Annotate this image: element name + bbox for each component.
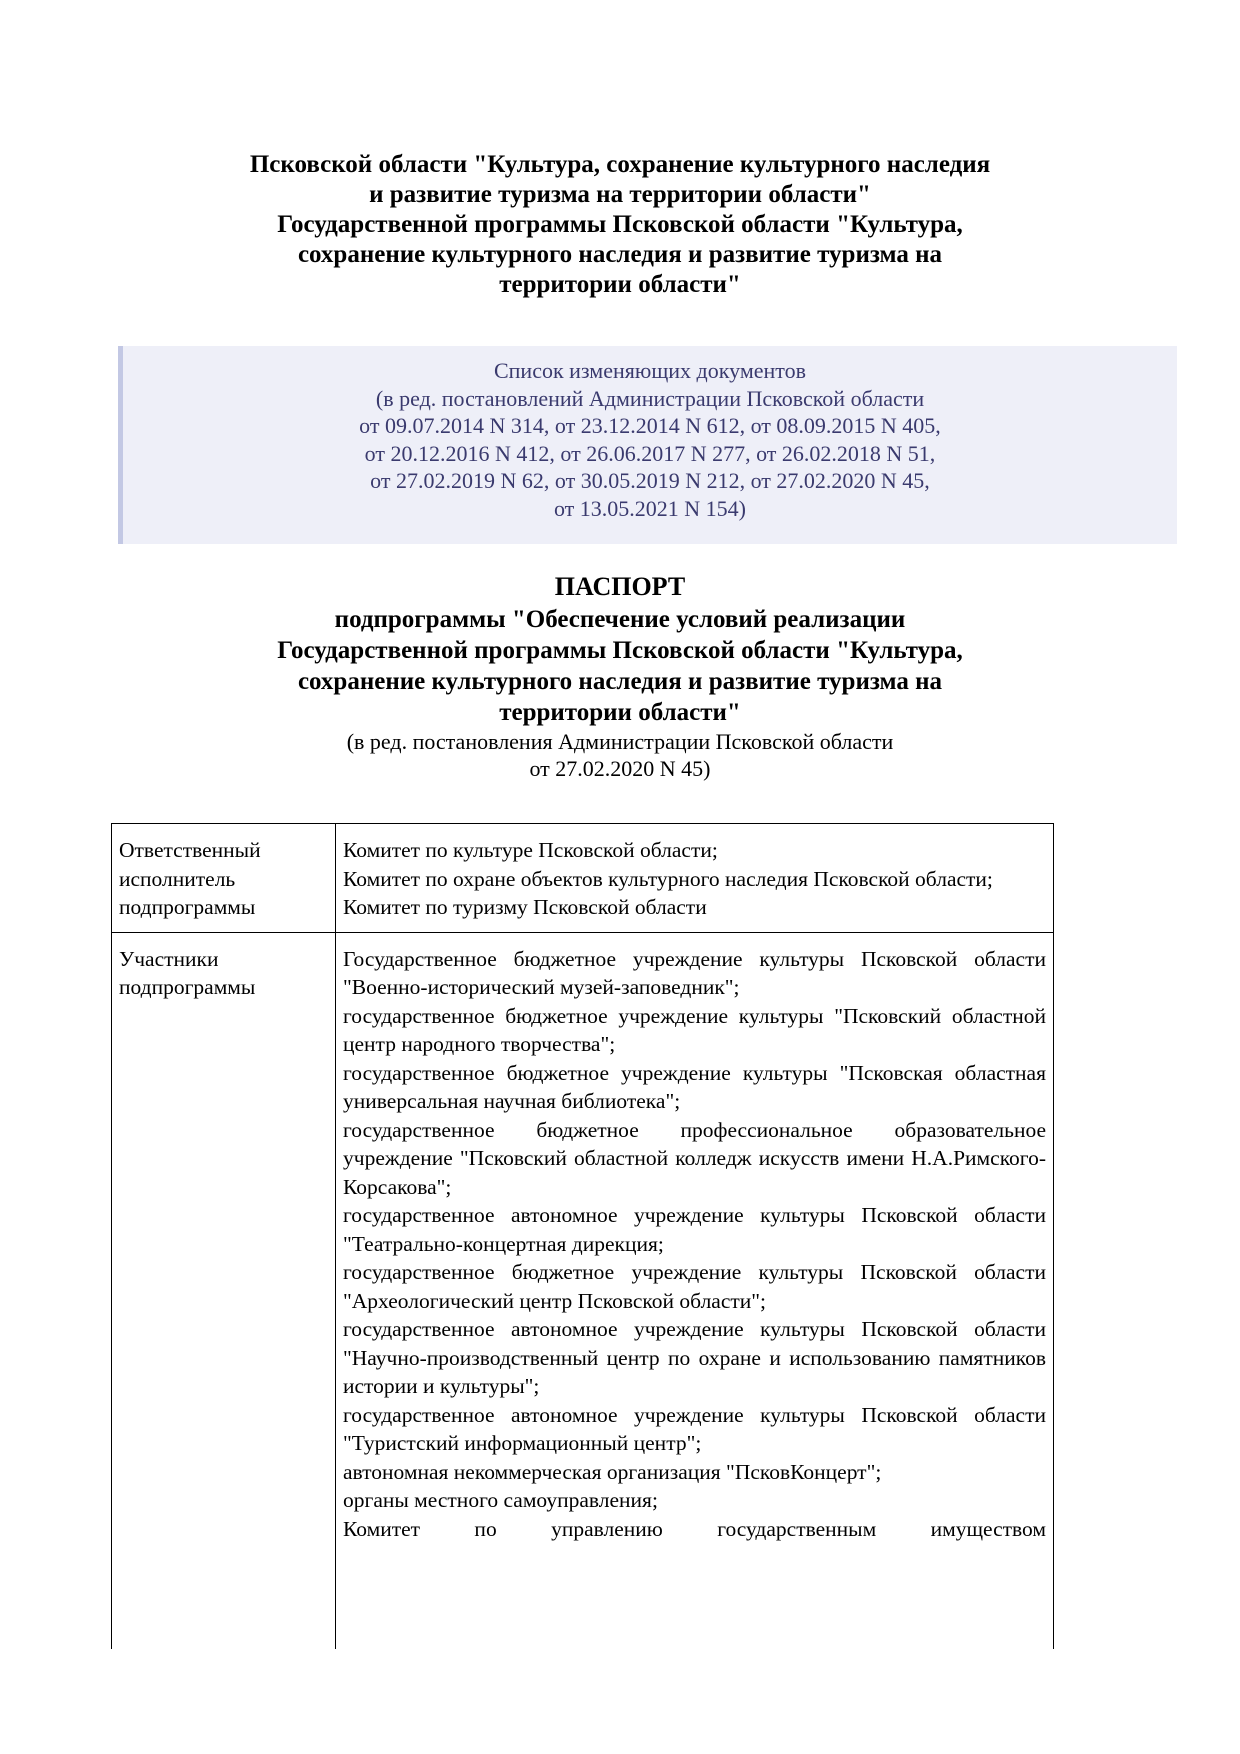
passport-subtitle-line: подпрограммы "Обеспечение условий реализации [334, 606, 906, 633]
passport-subtitle-line: сохранение культурного наследия и развитие туризма на [297, 668, 943, 695]
amending-documents-line: (в ред. постановлений Администрации Псковской области [375, 385, 925, 411]
value-line: государственное бюджетное учреждение культуры Псковской области "Археологический центр Псковской области"; [343, 1260, 1046, 1313]
table-row [112, 932, 1054, 1649]
amending-documents-line: от 27.02.2019 N 62, от 30.05.2019 N 212, от 27.02.2020 N 45, [370, 468, 930, 493]
table-row [112, 824, 1054, 933]
passport-title: ПАСПОРТ [554, 572, 686, 601]
value-line: государственное бюджетное учреждение культуры "Псковская областная универсальная научная библиотека"; [343, 1060, 1046, 1113]
value-line: Комитет по охране объектов культурного наследия Псковской области; [343, 866, 993, 891]
amending-documents-title: Список изменяющих документов [493, 358, 806, 383]
heading-line: Государственной программы Псковской области "Культура, [277, 211, 963, 238]
passport-header [120, 570, 1120, 782]
heading-line: Псковской области "Культура, сохранение культурного наследия [249, 151, 991, 178]
row-label-responsible-executor: Ответственный исполнитель подпрограммы [112, 824, 336, 933]
heading-line: и развитие туризма на территории области" [369, 181, 871, 208]
value-line: Государственное бюджетное учреждение культуры Псковской области "Военно-исторический музей-заповедник"; [343, 946, 1046, 999]
passport-table [111, 823, 1054, 1649]
amending-documents-line: от 20.12.2016 N 412, от 26.06.2017 N 277, от 26.02.2018 N 51, [364, 440, 936, 466]
document-heading [120, 150, 1120, 300]
value-line: Комитет по управлению государственным имуществом [343, 1516, 1046, 1541]
row-value-responsible-executor [336, 824, 1054, 933]
passport-note-line: от 27.02.2020 N 45) [529, 756, 711, 781]
value-line: Комитет по туризму Псковской области [343, 895, 707, 919]
passport-subtitle-line: Государственной программы Псковской области "Культура, [277, 637, 963, 664]
row-value-participants [336, 932, 1054, 1649]
amending-documents-box [118, 346, 1177, 544]
value-line: государственное бюджетное учреждение культуры "Псковский областной центр народного творчества"; [343, 1003, 1046, 1056]
passport-note-line: (в ред. постановления Администрации Псковской области [346, 729, 894, 754]
value-line: государственное автономное учреждение культуры Псковской области "Туристский информационный центр"; [343, 1402, 1046, 1455]
value-line: Комитет по культуре Псковской области; [343, 838, 718, 862]
heading-line: территории области" [499, 271, 741, 298]
value-line: автономная некоммерческая организация "ПсковКонцерт"; [343, 1459, 882, 1484]
passport-edition-note [120, 728, 1120, 782]
heading-line: сохранение культурного наследия и развитие туризма на [297, 241, 943, 268]
passport-subtitle [120, 604, 1120, 728]
value-line: органы местного самоуправления; [343, 1488, 658, 1512]
value-line: государственное автономное учреждение культуры Псковской области "Научно-производственный центр по охране и использованию памятников истории и культуры"; [343, 1317, 1046, 1398]
row-label-participants: Участники подпрограммы [112, 932, 336, 1649]
passport-subtitle-line: территории области" [499, 699, 741, 726]
amending-documents-line: от 13.05.2021 N 154) [553, 495, 747, 521]
amending-documents-line: от 09.07.2014 N 314, от 23.12.2014 N 612, от 08.09.2015 N 405, [359, 413, 941, 438]
value-line: государственное бюджетное профессиональное образовательное учреждение "Псковский областной колледж искусств имени Н.А.Римского-Корсакова"; [343, 1117, 1046, 1199]
value-line: государственное автономное учреждение культуры Псковской области "Театрально-концертная дирекция; [343, 1203, 1046, 1256]
